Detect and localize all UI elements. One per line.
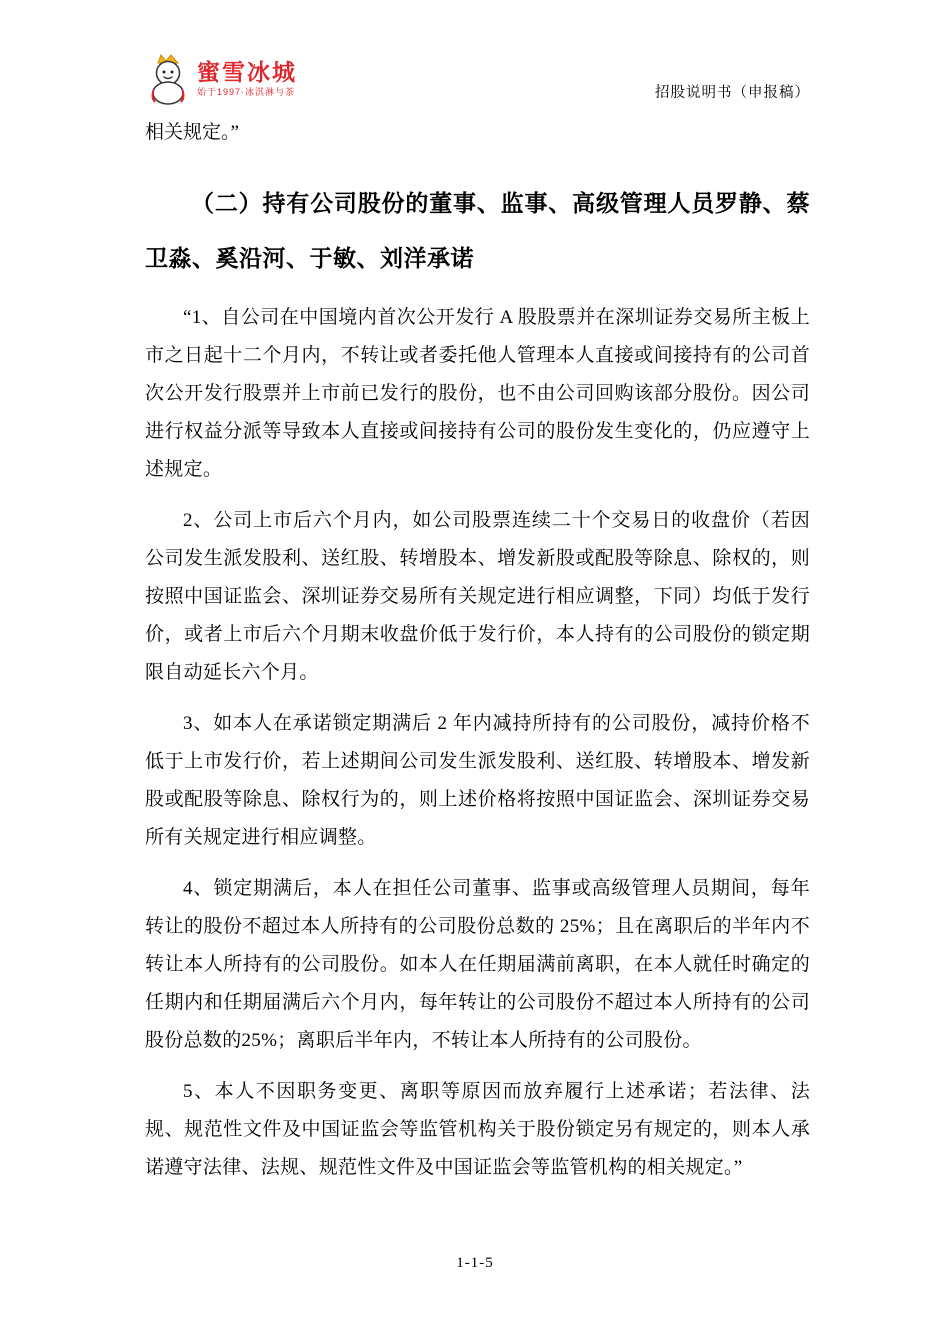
paragraph-2: 2、公司上市后六个月内，如公司股票连续二十个交易日的收盘价（若因公司发生派发股利、送红股、转增股本、增发新股或配股等除息、除权的，则按照中国证监会、深圳证券交易所有关规定进行相应调整，下同）均低于发行价，或者上市后六个月期末收盘价低于发行价，本人持有的公司股份的锁定期限自动延长六个月。	[145, 510, 810, 683]
page-number: 1-1-5	[456, 1255, 494, 1271]
brand-logo-text	[197, 60, 297, 97]
page-footer	[0, 1254, 950, 1272]
snowman-mascot-icon	[145, 52, 191, 106]
carryover-text: 相关规定。”	[145, 122, 239, 143]
paragraph-4: 4、锁定期满后，本人在担任公司董事、监事或高级管理人员期间，每年转让的股份不超过本人所持有的公司股份总数的 25%；且在离职后的半年内不转让本人所持有的公司股份。如本人在任期届满前离职，在本人就任时确定的任期内和任期届满后六个月内，每年转让的公司股份不超过本人所持有的公司股份总数的25%；离职后半年内，不转让本人所持有的公司股份。	[145, 878, 810, 1051]
paragraph-1: “1、自公司在中国境内首次公开发行 A 股股票并在深圳证券交易所主板上市之日起十二个月内，不转让或者委托他人管理本人直接或间接持有的公司首次公开发行股票并上市前已发行的股份，也不由公司回购该部分股份。因公司进行权益分派等导致本人直接或间接持有公司的股份发生变化的，仍应遵守上述规定。	[145, 307, 810, 480]
brand-logo	[145, 52, 297, 106]
paragraph-5: 5、本人不因职务变更、离职等原因而放弃履行上述承诺；若法律、法规、规范性文件及中国证监会等监管机构关于股份锁定另有规定的，则本人承诺遵守法律、法规、规范性文件及中国证监会等监管机构的相关规定。”	[145, 1081, 810, 1178]
document-type-label: 招股说明书（申报稿）	[655, 85, 810, 101]
page-header	[145, 52, 810, 106]
brand-name: 蜜雪冰城	[197, 59, 297, 86]
brand-tagline: 始于1997·冰淇淋与茶	[197, 86, 296, 97]
section-heading: （二）持有公司股份的董事、监事、高级管理人员罗静、蔡卫淼、奚沿河、于敏、刘洋承诺	[145, 190, 810, 271]
document-body	[145, 114, 810, 1187]
paragraph-3: 3、如本人在承诺锁定期满后 2 年内减持所持有的公司股份，减持价格不低于上市发行价，若上述期间公司发生派发股利、送红股、转增股本、增发新股或配股等除息、除权行为的，则上述价格将按照中国证监会、深圳证券交易所有关规定进行相应调整。	[145, 713, 810, 848]
